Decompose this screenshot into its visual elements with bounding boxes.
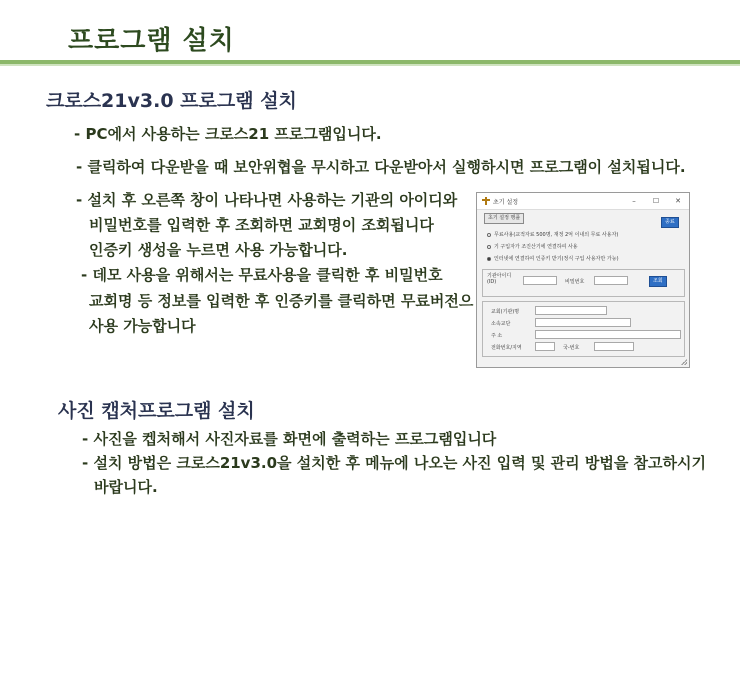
setup-dialog-screenshot[interactable]: [476, 192, 690, 368]
section1-line-5: 인증키 생성을 누르면 사용 가능합니다.: [89, 241, 348, 259]
resize-grip-icon: [681, 359, 687, 365]
radio-existing-user: 기 구입자가 조진산기에 연결하여 사용: [487, 243, 578, 250]
section2-line-2: - 설치 방법은 크로스21v3.0을 설치한 후 메뉴에 나오는 사진 입력 및 관리 방법을 참고하시기: [82, 454, 707, 472]
section2-line-3: 바랍니다.: [94, 478, 158, 496]
radio-free-use: 무료사용(교적자료 500명, 재정 2억 이내의 무료 사용자): [487, 231, 618, 238]
radio-get-key: 인터넷에 연결하여 인증키 받기(정식 구입 사용자만 가능): [487, 255, 619, 262]
radio-dot-selected: [487, 257, 491, 261]
phone-number-label: 국-번호: [563, 345, 580, 351]
section2-line-1: - 사진을 켑처해서 사진자료를 화면에 출력하는 프로그램입니다: [82, 430, 497, 448]
section1-line-4: 비밀번호를 입력한 후 조회하면 교회명이 조회됩니다: [89, 216, 434, 234]
address-label: 주 소: [491, 333, 503, 339]
minimize-icon: –: [632, 197, 636, 205]
address-field: [535, 330, 681, 339]
section1-line-6: - 데모 사용을 위해서는 무료사용을 클릭한 후 비밀번호: [81, 266, 443, 284]
id-label: 기관아이디 (ID): [487, 273, 512, 285]
radio-dot: [487, 245, 491, 249]
cross-icon: [482, 197, 489, 205]
church-name-field: [535, 306, 607, 315]
id-field: [523, 276, 557, 285]
section1-line-8: 사용 가능합니다: [89, 317, 196, 335]
dialog-setup-button: 초기 설정 맹플: [484, 213, 524, 224]
dialog-titlebar: [477, 193, 689, 210]
area-code-field: [535, 342, 555, 351]
denomination-field: [535, 318, 631, 327]
close-icon: ✕: [675, 197, 681, 205]
section2-heading[interactable]: 사진 캡처프로그램 설치: [58, 400, 255, 422]
dialog-title: 초기 설정: [493, 198, 519, 206]
pw-field: [594, 276, 628, 285]
pw-label: 비밀번호: [565, 279, 585, 285]
title-divider-light: [0, 64, 740, 66]
dialog-close-button: 종료: [661, 217, 679, 228]
maximize-icon: ☐: [652, 197, 660, 205]
lookup-button: 조회: [649, 276, 667, 287]
section1-heading[interactable]: 크로스21v3.0 프로그램 설치: [46, 90, 297, 112]
section1-line-3: - 설치 후 오른쪽 창이 나타나면 사용하는 기관의 아이디와: [76, 191, 458, 209]
section1-line-1: - PC에서 사용하는 크로스21 프로그램입니다.: [74, 125, 382, 143]
page-title: 프로그램 설치: [68, 26, 235, 56]
section1-line-2: - 클릭하여 다운받을 때 보안위협을 무시하고 다운받아서 실행하시면 프로그램이 설치됩니다.: [76, 158, 686, 176]
radio-dot: [487, 233, 491, 237]
area-code-label: 전화번호/지역: [491, 345, 522, 351]
phone-number-field: [594, 342, 634, 351]
section1-line-7: 교회명 등 정보를 입력한 후 인증키를 클릭하면 무료버전으: [89, 292, 474, 310]
denomination-label: 소속교단: [491, 321, 511, 327]
church-name-label: 교회(기관)명: [491, 309, 520, 315]
